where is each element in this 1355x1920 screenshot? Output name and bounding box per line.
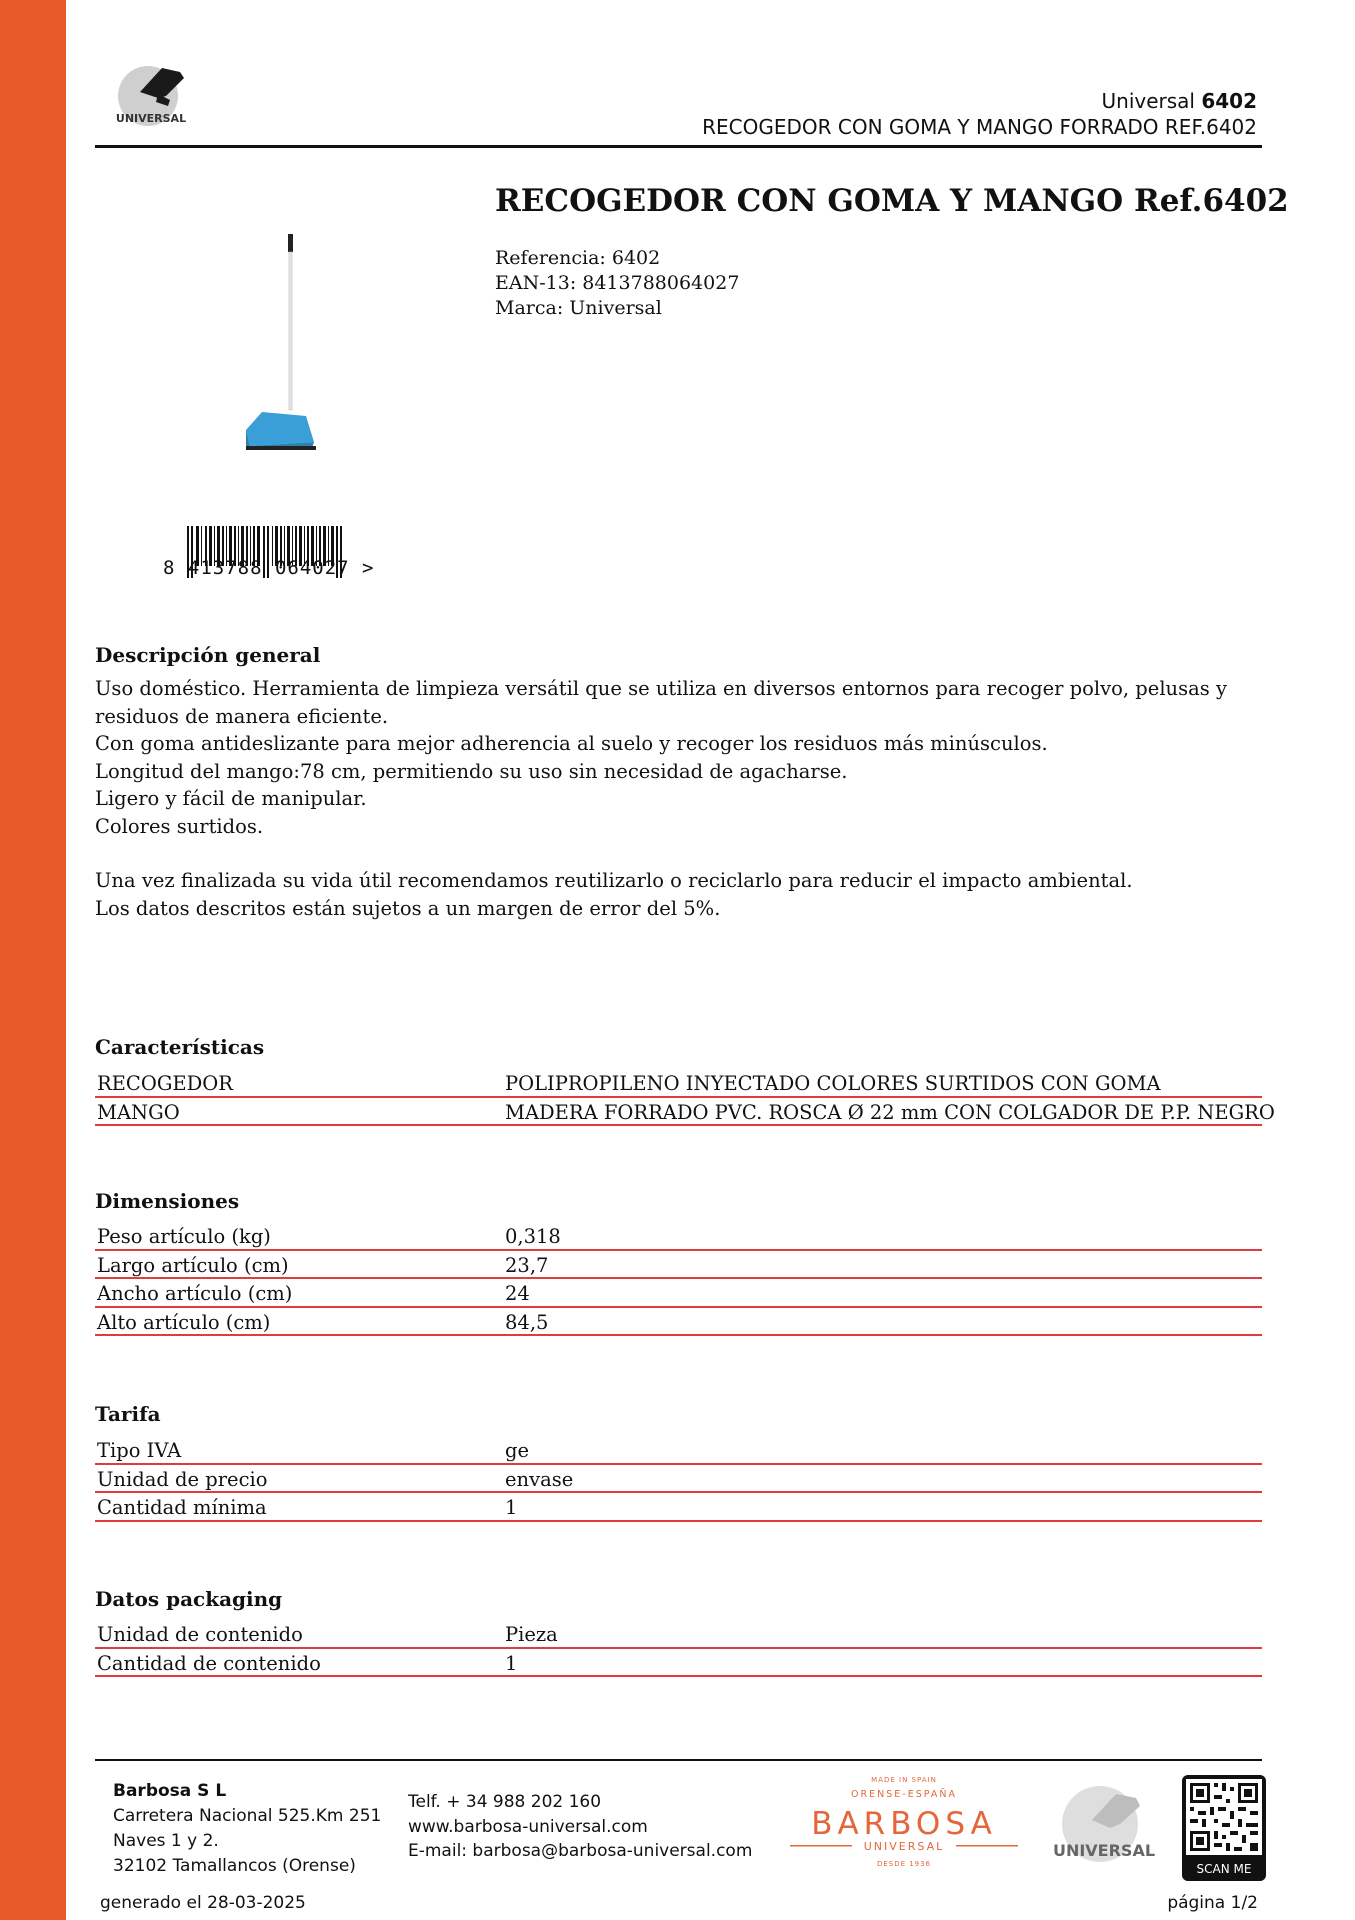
- barbosa-logo: [788, 1770, 1020, 1880]
- left-orange-bar: [0, 0, 66, 1920]
- section-title-packaging: Datos packaging: [95, 1587, 283, 1611]
- universal-logo: [110, 58, 202, 130]
- table-tarifa: [95, 1436, 1262, 1522]
- description-note: Una vez finalizada su vida útil recomendamos reutilizarlo o reciclarlo para reducir el impacto ambiental.: [95, 869, 1133, 892]
- row-key: Alto artículo (cm): [97, 1310, 271, 1334]
- qr-code[interactable]: [1182, 1775, 1266, 1881]
- header-rule: [95, 145, 1262, 148]
- row-key: Largo artículo (cm): [97, 1253, 289, 1277]
- table-row: [95, 1493, 1262, 1522]
- row-value: 1: [505, 1651, 518, 1675]
- barcode-digits: 8 413788 064027 >: [163, 557, 375, 579]
- header-brand: Universal: [1101, 89, 1195, 113]
- company-address: Carretera Nacional 525.Km 251: [113, 1806, 382, 1826]
- company-info: [113, 1779, 381, 1879]
- row-value: 23,7: [505, 1253, 549, 1277]
- svg-text:DESDE 1936: DESDE 1936: [876, 1860, 932, 1868]
- description-note: Los datos descritos están sujetos a un margen de error del 5%.: [95, 896, 721, 920]
- row-value: 1: [505, 1496, 518, 1520]
- product-ean: EAN-13: 8413788064027: [495, 272, 740, 294]
- description-line: Uso doméstico. Herramienta de limpieza versátil que se utiliza en diversos entornos para recoger polvo, pelusas y residuos de manera eficiente.: [95, 677, 1227, 728]
- row-key: MANGO: [97, 1100, 180, 1124]
- description-line: Longitud del mango:78 cm, permitiendo su uso sin necesidad de agacharse.: [95, 759, 848, 783]
- contact-email: E-mail: barbosa@barbosa-universal.com: [408, 1841, 753, 1861]
- table-dimensiones: [95, 1222, 1262, 1336]
- row-key: Peso artículo (kg): [97, 1225, 271, 1248]
- table-row: [95, 1436, 1262, 1465]
- table-row: [95, 1620, 1262, 1649]
- header-subtitle: RECOGEDOR CON GOMA Y MANGO FORRADO REF.6402: [702, 115, 1257, 139]
- svg-text:UNIVERSAL: UNIVERSAL: [863, 1840, 945, 1853]
- table-packaging: [95, 1620, 1262, 1677]
- table-row: [95, 1465, 1262, 1494]
- table-row: [95, 1279, 1262, 1308]
- row-value: 0,318: [505, 1225, 561, 1248]
- table-row: [95, 1308, 1262, 1337]
- document-header: [702, 88, 1257, 140]
- product-meta: [495, 246, 739, 321]
- table-row: [95, 1098, 1275, 1127]
- company-address: Naves 1 y 2.: [113, 1831, 219, 1851]
- header-ref: 6402: [1201, 89, 1257, 113]
- table-row: [95, 1222, 1262, 1251]
- section-title-descripcion: Descripción general: [95, 643, 321, 667]
- row-key: RECOGEDOR: [97, 1072, 233, 1095]
- contact-web: www.barbosa-universal.com: [408, 1816, 648, 1837]
- description-line: Con goma antideslizante para mejor adherencia al suelo y recoger los residuos más minúsculos.: [95, 732, 1048, 755]
- company-contact: [408, 1790, 752, 1864]
- table-caracteristicas: [95, 1069, 1275, 1126]
- product-title: RECOGEDOR CON GOMA Y MANGO Ref.6402: [495, 183, 1289, 219]
- description-line: Colores surtidos.: [95, 814, 264, 838]
- company-address: 32102 Tamallancos (Orense): [113, 1856, 356, 1876]
- table-row: [95, 1069, 1262, 1098]
- row-value: 24: [505, 1282, 530, 1306]
- generated-date: generado el 28-03-2025: [100, 1893, 306, 1913]
- section-title-tarifa: Tarifa: [95, 1402, 161, 1426]
- page-number: página 1/2: [1167, 1893, 1258, 1913]
- universal-footer-logo-text: UNIVERSAL: [1052, 1841, 1156, 1860]
- description-body: [95, 675, 1270, 922]
- product-image: [236, 234, 336, 464]
- section-title-dimensiones: Dimensiones: [95, 1189, 240, 1213]
- row-key: Tipo IVA: [97, 1439, 182, 1462]
- section-title-caracteristicas: Características: [95, 1035, 265, 1059]
- row-key: Ancho artículo (cm): [97, 1282, 293, 1306]
- row-key: Cantidad de contenido: [97, 1651, 321, 1675]
- product-referencia: Referencia: 6402: [495, 247, 661, 269]
- universal-footer-logo: [1052, 1778, 1162, 1868]
- row-key: Unidad de contenido: [97, 1623, 303, 1646]
- row-value: ge: [505, 1439, 530, 1462]
- footer-rule: [95, 1759, 1262, 1761]
- row-key: Cantidad mínima: [97, 1496, 267, 1520]
- row-value: MADERA FORRADO PVC. ROSCA Ø 22 mm CON COLGADOR DE P.P. NEGRO: [505, 1100, 1275, 1124]
- svg-text:BARBOSA: BARBOSA: [811, 1806, 997, 1842]
- row-value: Pieza: [505, 1623, 558, 1646]
- row-key: Unidad de precio: [97, 1467, 268, 1491]
- table-row: [95, 1251, 1262, 1280]
- universal-logo-text: UNIVERSAL: [115, 112, 187, 125]
- svg-text:ORENSE-ESPAÑA: ORENSE-ESPAÑA: [851, 1789, 957, 1800]
- qr-label: SCAN ME: [1196, 1862, 1252, 1876]
- company-name: Barbosa S L: [113, 1781, 227, 1801]
- product-marca: Marca: Universal: [495, 297, 662, 319]
- contact-phone: Telf. + 34 988 202 160: [408, 1792, 602, 1812]
- table-row: [95, 1649, 1262, 1678]
- row-value: 84,5: [505, 1310, 549, 1334]
- description-line: Ligero y fácil de manipular.: [95, 787, 367, 810]
- row-value: POLIPROPILENO INYECTADO COLORES SURTIDOS CON GOMA: [505, 1072, 1161, 1095]
- svg-text:MADE IN SPAIN: MADE IN SPAIN: [871, 1776, 937, 1784]
- row-value: envase: [505, 1467, 574, 1491]
